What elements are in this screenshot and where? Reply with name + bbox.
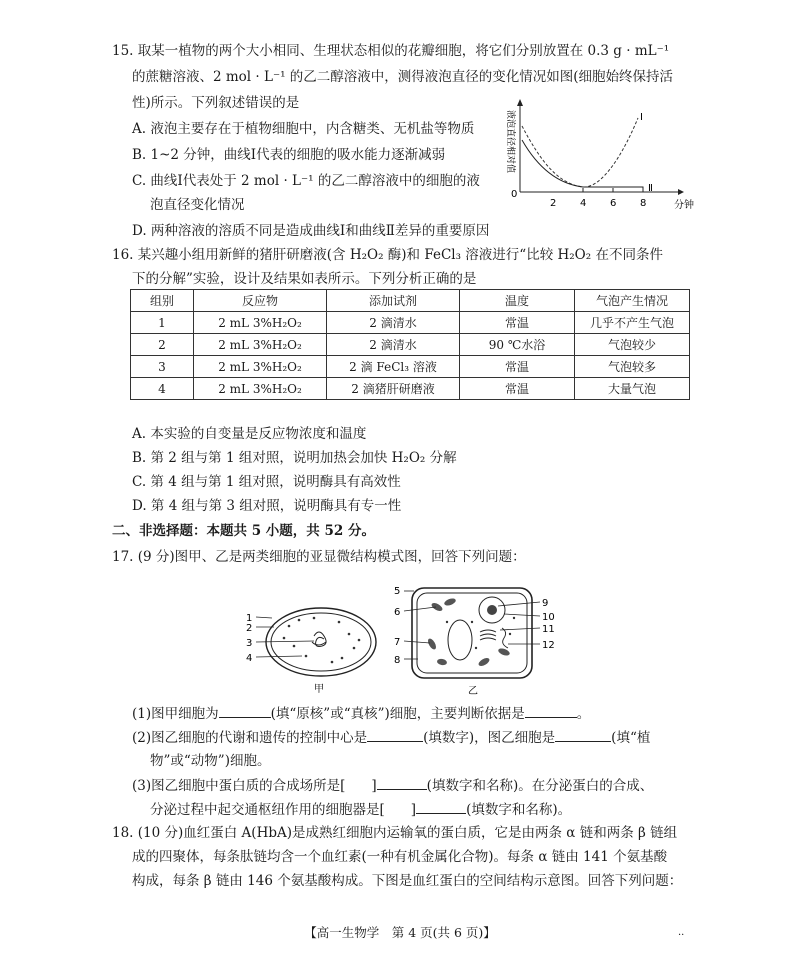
nucleoid xyxy=(312,632,326,646)
q18-stem-line3: 构成，每条 β 链由 146 个氨基酸构成。下图是血红蛋白的空间结构示意图。回答下列问题： xyxy=(132,873,683,889)
q17-part1-text-c: 。 xyxy=(576,706,591,722)
yi-label-11: 11 xyxy=(542,624,555,635)
yi-label-6: 6 xyxy=(394,607,401,618)
q17-part2-cont: 物”或“动物”)细胞。 xyxy=(150,753,271,769)
x-tick-6: 6 xyxy=(610,198,617,209)
q17-part3-text-f: (填数字和名称)。 xyxy=(466,802,572,818)
table-header-row xyxy=(131,290,690,312)
q17-part3-cont xyxy=(150,799,571,820)
jia-leader-lines xyxy=(256,617,314,657)
cell-reagent: 2 滴猪肝研磨液 xyxy=(327,378,460,400)
q15-option-a: A. 液泡主要存在于植物细胞中，内含糖类、无机盐等物质 xyxy=(132,121,475,137)
q15-stem-line1: 15. 取某一植物的两个大小相同、生理状态相似的花瓣细胞，将它们分别放置在 0.3 g · mL⁻¹ xyxy=(112,43,670,59)
cell-reactant: 2 mL 3%H₂O₂ xyxy=(194,334,327,356)
cell-group: 4 xyxy=(131,378,194,400)
nucleolus xyxy=(487,605,497,615)
yi-label-9: 9 xyxy=(542,598,549,609)
q17-part2-text-b: (填数字)，图乙细胞是 xyxy=(423,730,556,746)
header-reagent: 添加试剂 xyxy=(327,290,460,312)
q15-stem-line3: 性)所示。下列叙述错误的是 xyxy=(132,95,300,111)
q17-part1-text-a: (1)图甲细胞为 xyxy=(132,706,219,722)
answer-blank-6[interactable] xyxy=(416,799,466,814)
q16-stem-line2: 下的分解”实验，设计及结果如表所示。下列分析正确的是 xyxy=(132,271,477,287)
x-tick-2: 2 xyxy=(550,198,557,209)
cell-diagram-yi xyxy=(392,582,562,698)
yi-leader-lines xyxy=(404,591,540,659)
table-row xyxy=(131,356,690,378)
q17-part2-text-a: (2)图乙细胞的代谢和遗传的控制中心是 xyxy=(132,730,368,746)
q18-stem-line1: 18. (10 分)血红蛋白 A(HbA)是成熟红细胞内运输氧的蛋白质，它是由两条 α 链和两条 β 链组 xyxy=(112,825,678,841)
q15-option-c-line2: 泡直径变化情况 xyxy=(150,197,245,213)
header-reactant: 反应物 xyxy=(194,290,327,312)
q17-stem: 17. (9 分)图甲、乙是两类细胞的亚显微结构模式图，回答下列问题： xyxy=(112,549,526,565)
q17-part2 xyxy=(132,727,650,748)
y-axis-arrow xyxy=(517,99,523,106)
origin-label: 0 xyxy=(511,189,518,200)
cell-group: 2 xyxy=(131,334,194,356)
answer-blank-3[interactable] xyxy=(367,727,423,742)
x-tick-4: 4 xyxy=(580,198,587,209)
q15-option-d: D. 两种溶液的溶质不同是造成曲线Ⅰ和曲线Ⅱ差异的重要原因 xyxy=(132,223,490,239)
answer-blank-4[interactable] xyxy=(555,727,611,742)
cell-wall xyxy=(412,588,532,678)
q16-option-b: B. 第 2 组与第 1 组对照，说明加热会加快 H₂O₂ 分解 xyxy=(132,450,457,466)
yi-label-7: 7 xyxy=(394,637,401,648)
cell-bubbles: 气泡较少 xyxy=(575,334,690,356)
cell-bubbles: 气泡较多 xyxy=(575,356,690,378)
cell-reactant: 2 mL 3%H₂O₂ xyxy=(194,378,327,400)
answer-blank-2[interactable] xyxy=(525,703,577,718)
jia-label-1: 1 xyxy=(246,613,253,624)
jia-label-4: 4 xyxy=(246,653,253,664)
q15-option-c-line1: C. 曲线Ⅰ代表处于 2 mol · L⁻¹ 的乙二醇溶液中的细胞的液 xyxy=(132,173,480,189)
q17-part1 xyxy=(132,703,590,724)
yi-label-10: 10 xyxy=(542,612,555,623)
chloroplasts xyxy=(426,597,510,667)
cell-reagent: 2 滴 FeCl₃ 溶液 xyxy=(327,356,460,378)
curve-ii xyxy=(522,140,643,191)
cell-temperature: 常温 xyxy=(460,312,575,334)
cell-bubbles: 几乎不产生气泡 xyxy=(575,312,690,334)
q17-part3-text-e: ] xyxy=(410,802,417,818)
curve-i-label: Ⅰ xyxy=(640,112,643,123)
q17-part3-text-d: 分泌过程中起交通枢纽作用的细胞器是[ xyxy=(150,802,385,818)
cell-temperature: 常温 xyxy=(460,378,575,400)
q15-vacuole-graph xyxy=(498,96,698,212)
q16-option-c: C. 第 4 组与第 1 组对照，说明酶具有高效性 xyxy=(132,474,401,490)
x-axis-arrow xyxy=(678,189,684,195)
cell-reactant: 2 mL 3%H₂O₂ xyxy=(194,312,327,334)
table-row xyxy=(131,312,690,334)
cell-group: 1 xyxy=(131,312,194,334)
cell-wall xyxy=(266,608,376,676)
y-axis-label: 液泡直径相对值 xyxy=(505,110,515,174)
q17-part1-text-b: (填“原核”或“真核”)细胞，主要判断依据是 xyxy=(270,706,525,722)
section-heading: 二、非选择题：本题共 5 小题，共 52 分。 xyxy=(112,523,375,539)
cell-diagram-jia xyxy=(244,596,379,696)
jia-label-3: 3 xyxy=(246,638,253,649)
cell-temperature: 90 ℃水浴 xyxy=(460,334,575,356)
header-temperature: 温度 xyxy=(460,290,575,312)
table-row xyxy=(131,334,690,356)
corner-mark: ·· xyxy=(678,930,685,941)
cell-bubbles: 大量气泡 xyxy=(575,378,690,400)
answer-blank-5[interactable] xyxy=(377,775,427,790)
cell-temperature: 常温 xyxy=(460,356,575,378)
curve-ii-label: Ⅱ xyxy=(648,183,653,194)
cell-group: 3 xyxy=(131,356,194,378)
q16-option-a: A. 本实验的自变量是反应物浓度和温度 xyxy=(132,426,367,442)
q15-option-b: B. 1~2 分钟，曲线Ⅰ代表的细胞的吸水能力逐渐减弱 xyxy=(132,147,446,163)
header-bubbles: 气泡产生情况 xyxy=(575,290,690,312)
q16-stem-line1: 16. 某兴趣小组用新鲜的猪肝研磨液(含 H₂O₂ 酶)和 FeCl₃ 溶液进行“比较 H₂O₂ 在不同条件 xyxy=(112,247,663,263)
q15-stem-line2: 的蔗糖溶液、2 mol · L⁻¹ 的乙二醇溶液中，测得液泡直径的变化情况如图(细胞始终保持活 xyxy=(132,69,674,85)
ribosome-dots xyxy=(446,617,515,649)
page-footer: 【高一生物学 第 4 页(共 6 页)】 xyxy=(304,925,496,940)
q17-part3 xyxy=(132,775,653,796)
x-axis-label: 分钟 xyxy=(674,200,694,211)
header-group: 组别 xyxy=(131,290,194,312)
jia-caption: 甲 xyxy=(314,684,324,695)
q16-experiment-table xyxy=(130,289,690,400)
jia-label-2: 2 xyxy=(246,623,253,634)
answer-blank-1[interactable] xyxy=(219,703,271,718)
cell-membrane xyxy=(271,613,371,671)
cell-reagent: 2 滴清水 xyxy=(327,312,460,334)
vacuole xyxy=(448,620,472,660)
golgi-and-er xyxy=(480,628,508,648)
q17-part3-text-a: (3)图乙细胞中蛋白质的合成场所是[ xyxy=(132,778,346,794)
yi-label-5: 5 xyxy=(394,586,401,597)
yi-label-8: 8 xyxy=(394,655,401,666)
q18-stem-line2: 成的四聚体，每条肽链均含一个血红素(一种有机金属化合物)。每条 α 链由 141 个氨基酸 xyxy=(132,849,668,865)
cell-reagent: 2 滴清水 xyxy=(327,334,460,356)
q17-part3-text-c: (填数字和名称)。在分泌蛋白的合成、 xyxy=(426,778,654,794)
yi-label-12: 12 xyxy=(542,640,555,651)
table-row xyxy=(131,378,690,400)
cell-reactant: 2 mL 3%H₂O₂ xyxy=(194,356,327,378)
x-tick-8: 8 xyxy=(640,198,647,209)
yi-caption: 乙 xyxy=(468,686,478,697)
q17-part2-text-c: (填“植 xyxy=(611,730,651,746)
q17-part3-text-b: ] xyxy=(371,778,377,794)
curve-i xyxy=(522,118,638,187)
q16-option-d: D. 第 4 组与第 3 组对照，说明酶具有专一性 xyxy=(132,498,402,514)
